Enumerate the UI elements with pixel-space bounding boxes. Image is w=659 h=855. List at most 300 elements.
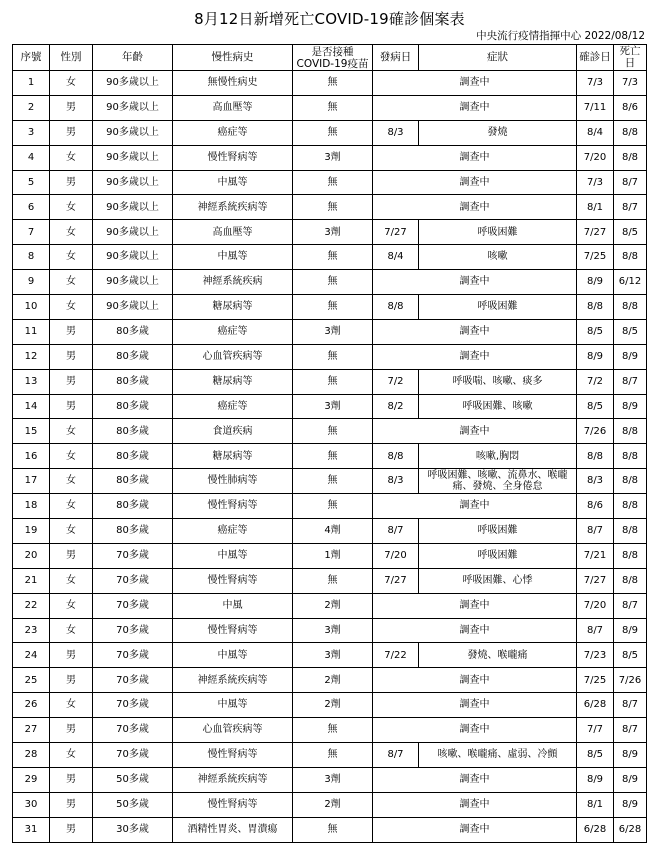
cell-confirm: 7/23: [577, 643, 614, 668]
cell-confirm: 7/21: [577, 543, 614, 568]
cell-vaccine: 無: [293, 743, 373, 768]
cell-death: 8/8: [614, 295, 647, 320]
table-row: [13, 270, 647, 295]
cell-death: 8/8: [614, 494, 647, 519]
cell-sex: 女: [50, 743, 93, 768]
cell-confirm: 7/3: [577, 170, 614, 195]
table-row: [13, 170, 647, 195]
cell-no: 31: [13, 817, 50, 842]
cell-death: 8/7: [614, 195, 647, 220]
cell-no: 8: [13, 245, 50, 270]
cell-sex: 女: [50, 295, 93, 320]
cell-history: 心血管疾病等: [173, 344, 293, 369]
cell-history: 癌症等: [173, 519, 293, 544]
cell-age: 90多歲以上: [93, 270, 173, 295]
cell-symptom: 調查中: [373, 792, 577, 817]
cell-age: 90多歲以上: [93, 245, 173, 270]
cell-symptom: 呼吸困難: [419, 220, 577, 245]
cell-symptom: 調查中: [373, 693, 577, 718]
cell-confirm: 8/4: [577, 120, 614, 145]
cell-vaccine: 無: [293, 469, 373, 494]
cell-symptom: 咳嗽、喉嚨痛、虛弱、冷顫: [419, 743, 577, 768]
cell-death: 8/5: [614, 220, 647, 245]
cell-symptom: 調查中: [373, 145, 577, 170]
cell-death: 8/8: [614, 120, 647, 145]
cell-history: 糖尿病等: [173, 295, 293, 320]
cell-symptom: 呼吸困難、咳嗽、流鼻水、喉嚨痛、發燒、全身倦怠: [419, 469, 577, 494]
cell-confirm: 8/8: [577, 295, 614, 320]
cell-no: 10: [13, 295, 50, 320]
cell-death: 8/9: [614, 792, 647, 817]
cell-no: 4: [13, 145, 50, 170]
cell-history: 酒精性胃炎、胃潰瘍: [173, 817, 293, 842]
cell-no: 2: [13, 95, 50, 120]
cell-sex: 女: [50, 444, 93, 469]
source-label: 中央流行疫情指揮中心 2022/08/12: [476, 30, 645, 42]
cell-vaccine: 無: [293, 568, 373, 593]
cell-sex: 女: [50, 494, 93, 519]
cell-no: 20: [13, 543, 50, 568]
cell-history: 無慢性病史: [173, 71, 293, 96]
cell-sex: 女: [50, 419, 93, 444]
cell-vaccine: 無: [293, 195, 373, 220]
cell-death: 8/7: [614, 369, 647, 394]
cell-death: 8/8: [614, 568, 647, 593]
header-symptom: 症狀: [419, 45, 577, 71]
cell-sex: 女: [50, 618, 93, 643]
cell-history: 高血壓等: [173, 220, 293, 245]
header-confirm: 確診日: [577, 45, 614, 71]
cell-symptom: 呼吸喘、咳嗽、痰多: [419, 369, 577, 394]
cell-history: 癌症等: [173, 319, 293, 344]
cell-onset: 7/22: [373, 643, 419, 668]
header-onset: 發病日: [373, 45, 419, 71]
cell-history: 中風等: [173, 170, 293, 195]
table-row: [13, 543, 647, 568]
cell-confirm: 8/3: [577, 469, 614, 494]
cell-confirm: 8/5: [577, 743, 614, 768]
cell-history: 神經系統疾病等: [173, 668, 293, 693]
header-age: 年齡: [93, 45, 173, 71]
cell-symptom: 調查中: [373, 494, 577, 519]
cell-history: 癌症等: [173, 394, 293, 419]
cell-sex: 女: [50, 195, 93, 220]
cell-age: 90多歲以上: [93, 295, 173, 320]
cell-death: 8/9: [614, 394, 647, 419]
table-row: [13, 419, 647, 444]
cell-sex: 男: [50, 643, 93, 668]
table-row: [13, 792, 647, 817]
cell-sex: 男: [50, 767, 93, 792]
header-history: 慢性病史: [173, 45, 293, 71]
cell-no: 17: [13, 469, 50, 494]
cell-sex: 男: [50, 120, 93, 145]
cell-death: 6/12: [614, 270, 647, 295]
cell-history: 慢性腎病等: [173, 792, 293, 817]
table-row: [13, 568, 647, 593]
cell-symptom: 呼吸困難、咳嗽: [419, 394, 577, 419]
cell-history: 糖尿病等: [173, 444, 293, 469]
cell-age: 80多歲: [93, 419, 173, 444]
cell-vaccine: 3劑: [293, 767, 373, 792]
cell-age: 80多歲: [93, 494, 173, 519]
cell-history: 糖尿病等: [173, 369, 293, 394]
cell-history: 慢性腎病等: [173, 494, 293, 519]
cell-onset: 7/2: [373, 369, 419, 394]
header-death: 死亡日: [614, 45, 647, 71]
cell-confirm: 8/7: [577, 519, 614, 544]
cell-sex: 男: [50, 543, 93, 568]
cell-confirm: 8/9: [577, 767, 614, 792]
cell-vaccine: 無: [293, 344, 373, 369]
cell-sex: 男: [50, 394, 93, 419]
cell-sex: 男: [50, 817, 93, 842]
cell-confirm: 8/8: [577, 444, 614, 469]
cell-no: 29: [13, 767, 50, 792]
cell-age: 70多歲: [93, 693, 173, 718]
cell-vaccine: 無: [293, 444, 373, 469]
cell-age: 70多歲: [93, 568, 173, 593]
cell-history: 癌症等: [173, 120, 293, 145]
cell-confirm: 7/20: [577, 145, 614, 170]
cell-no: 25: [13, 668, 50, 693]
cases-table: [12, 44, 647, 843]
cell-age: 70多歲: [93, 618, 173, 643]
cell-death: 8/5: [614, 643, 647, 668]
cell-confirm: 7/3: [577, 71, 614, 96]
cell-death: 8/6: [614, 95, 647, 120]
cell-symptom: 呼吸困難: [419, 295, 577, 320]
cell-onset: 7/27: [373, 568, 419, 593]
table-row: [13, 817, 647, 842]
cell-death: 7/3: [614, 71, 647, 96]
cell-history: 中風等: [173, 643, 293, 668]
cell-age: 80多歲: [93, 319, 173, 344]
cell-vaccine: 2劑: [293, 792, 373, 817]
table-row: [13, 71, 647, 96]
cell-history: 神經系統疾病等: [173, 195, 293, 220]
table-row: [13, 444, 647, 469]
cell-vaccine: 3劑: [293, 220, 373, 245]
cell-sex: 女: [50, 519, 93, 544]
cell-history: 中風: [173, 593, 293, 618]
cell-symptom: 調查中: [373, 319, 577, 344]
table-row: [13, 245, 647, 270]
cell-vaccine: 2劑: [293, 693, 373, 718]
cell-vaccine: 無: [293, 270, 373, 295]
cell-age: 30多歲: [93, 817, 173, 842]
cell-confirm: 7/25: [577, 245, 614, 270]
cell-vaccine: 無: [293, 95, 373, 120]
cell-onset: 8/3: [373, 469, 419, 494]
cell-sex: 女: [50, 693, 93, 718]
cell-death: 8/8: [614, 145, 647, 170]
cell-history: 中風等: [173, 693, 293, 718]
cell-vaccine: 無: [293, 170, 373, 195]
cell-no: 13: [13, 369, 50, 394]
cell-onset: 8/8: [373, 295, 419, 320]
cell-confirm: 8/6: [577, 494, 614, 519]
cell-confirm: 7/7: [577, 718, 614, 743]
cell-sex: 男: [50, 369, 93, 394]
cell-history: 慢性腎病等: [173, 618, 293, 643]
cell-confirm: 7/20: [577, 593, 614, 618]
cell-confirm: 7/26: [577, 419, 614, 444]
cell-confirm: 7/27: [577, 220, 614, 245]
table-row: [13, 145, 647, 170]
cell-symptom: 發燒、喉嚨痛: [419, 643, 577, 668]
cell-age: 80多歲: [93, 444, 173, 469]
table-row: [13, 469, 647, 494]
cell-death: 8/9: [614, 767, 647, 792]
cell-symptom: 咳嗽,胸悶: [419, 444, 577, 469]
cell-history: 中風等: [173, 543, 293, 568]
cell-symptom: 呼吸困難: [419, 519, 577, 544]
cell-death: 8/7: [614, 718, 647, 743]
cell-death: 8/9: [614, 618, 647, 643]
cell-symptom: 呼吸困難、心悸: [419, 568, 577, 593]
header-vaccine: 是否接種 COVID-19疫苗: [293, 45, 373, 71]
cell-confirm: 8/1: [577, 195, 614, 220]
cell-vaccine: 無: [293, 245, 373, 270]
cell-vaccine: 3劑: [293, 394, 373, 419]
cell-history: 食道疾病: [173, 419, 293, 444]
cell-age: 70多歲: [93, 718, 173, 743]
cell-death: 8/8: [614, 245, 647, 270]
cell-onset: 7/27: [373, 220, 419, 245]
cell-confirm: 7/27: [577, 568, 614, 593]
cell-symptom: 調查中: [373, 668, 577, 693]
cell-age: 70多歲: [93, 743, 173, 768]
cell-vaccine: 1劑: [293, 543, 373, 568]
cell-symptom: 調查中: [373, 767, 577, 792]
cell-confirm: 8/9: [577, 344, 614, 369]
cell-no: 7: [13, 220, 50, 245]
table-header-row: [13, 45, 647, 71]
cell-age: 90多歲以上: [93, 195, 173, 220]
cell-symptom: 調查中: [373, 170, 577, 195]
table-row: [13, 494, 647, 519]
cell-symptom: 發燒: [419, 120, 577, 145]
cell-sex: 女: [50, 220, 93, 245]
cell-death: 8/8: [614, 444, 647, 469]
cell-symptom: 調查中: [373, 419, 577, 444]
cell-vaccine: 4劑: [293, 519, 373, 544]
cell-no: 26: [13, 693, 50, 718]
cell-vaccine: 3劑: [293, 643, 373, 668]
cell-vaccine: 3劑: [293, 145, 373, 170]
cell-history: 高血壓等: [173, 95, 293, 120]
cell-no: 3: [13, 120, 50, 145]
cell-history: 慢性腎病等: [173, 568, 293, 593]
cell-confirm: 8/9: [577, 270, 614, 295]
cell-onset: 8/2: [373, 394, 419, 419]
cell-confirm: 7/11: [577, 95, 614, 120]
cell-no: 5: [13, 170, 50, 195]
cell-no: 15: [13, 419, 50, 444]
cell-sex: 男: [50, 792, 93, 817]
table-row: [13, 519, 647, 544]
cell-no: 19: [13, 519, 50, 544]
cell-symptom: 調查中: [373, 817, 577, 842]
cell-no: 27: [13, 718, 50, 743]
cell-vaccine: 2劑: [293, 668, 373, 693]
cell-death: 7/26: [614, 668, 647, 693]
table-row: [13, 220, 647, 245]
cell-no: 30: [13, 792, 50, 817]
table-row: [13, 618, 647, 643]
cell-no: 12: [13, 344, 50, 369]
cell-no: 6: [13, 195, 50, 220]
table-row: [13, 95, 647, 120]
table-row: [13, 344, 647, 369]
cell-history: 慢性腎病等: [173, 145, 293, 170]
table-row: [13, 767, 647, 792]
cell-vaccine: 無: [293, 120, 373, 145]
cell-sex: 女: [50, 568, 93, 593]
table-row: [13, 394, 647, 419]
table-row: [13, 195, 647, 220]
cell-confirm: 7/25: [577, 668, 614, 693]
cell-symptom: 咳嗽: [419, 245, 577, 270]
cell-death: 8/7: [614, 593, 647, 618]
cell-symptom: 調查中: [373, 344, 577, 369]
cell-symptom: 調查中: [373, 195, 577, 220]
cell-age: 70多歲: [93, 643, 173, 668]
table-row: [13, 295, 647, 320]
cell-confirm: 8/1: [577, 792, 614, 817]
cell-age: 90多歲以上: [93, 220, 173, 245]
cell-sex: 女: [50, 71, 93, 96]
cell-age: 80多歲: [93, 344, 173, 369]
table-row: [13, 693, 647, 718]
cell-sex: 男: [50, 668, 93, 693]
cell-sex: 女: [50, 270, 93, 295]
cell-age: 50多歲: [93, 767, 173, 792]
page-title: 8月12日新增死亡COVID-19確診個案表: [194, 10, 465, 28]
cell-symptom: 調查中: [373, 618, 577, 643]
cell-age: 80多歲: [93, 369, 173, 394]
header-no: 序號: [13, 45, 50, 71]
cell-sex: 男: [50, 718, 93, 743]
cell-onset: 8/4: [373, 245, 419, 270]
cell-no: 21: [13, 568, 50, 593]
cell-vaccine: 3劑: [293, 618, 373, 643]
cell-death: 8/5: [614, 319, 647, 344]
cell-age: 70多歲: [93, 593, 173, 618]
table-row: [13, 319, 647, 344]
cell-history: 神經系統疾病: [173, 270, 293, 295]
header-sex: 性別: [50, 45, 93, 71]
table-row: [13, 643, 647, 668]
cell-history: 慢性肺病等: [173, 469, 293, 494]
cell-onset: 8/3: [373, 120, 419, 145]
cell-age: 70多歲: [93, 543, 173, 568]
cell-age: 80多歲: [93, 469, 173, 494]
cell-history: 慢性腎病等: [173, 743, 293, 768]
cell-confirm: 6/28: [577, 693, 614, 718]
cell-death: 8/8: [614, 469, 647, 494]
table-row: [13, 743, 647, 768]
cell-age: 90多歲以上: [93, 170, 173, 195]
cell-symptom: 調查中: [373, 718, 577, 743]
cell-no: 16: [13, 444, 50, 469]
cell-death: 8/8: [614, 543, 647, 568]
cell-sex: 女: [50, 593, 93, 618]
cell-confirm: 7/2: [577, 369, 614, 394]
cell-vaccine: 無: [293, 71, 373, 96]
cell-death: 8/9: [614, 344, 647, 369]
cell-age: 80多歲: [93, 394, 173, 419]
cell-vaccine: 無: [293, 369, 373, 394]
cell-sex: 男: [50, 319, 93, 344]
table-row: [13, 718, 647, 743]
cell-vaccine: 無: [293, 817, 373, 842]
cell-age: 70多歲: [93, 668, 173, 693]
cell-no: 22: [13, 593, 50, 618]
cell-onset: 8/7: [373, 519, 419, 544]
cell-confirm: 8/5: [577, 319, 614, 344]
cell-sex: 女: [50, 145, 93, 170]
cell-sex: 女: [50, 469, 93, 494]
table-row: [13, 120, 647, 145]
cell-death: 8/8: [614, 519, 647, 544]
cell-death: 8/8: [614, 419, 647, 444]
cell-onset: 8/7: [373, 743, 419, 768]
cell-death: 8/7: [614, 170, 647, 195]
cell-age: 50多歲: [93, 792, 173, 817]
cell-symptom: 調查中: [373, 270, 577, 295]
cell-sex: 男: [50, 344, 93, 369]
cell-age: 80多歲: [93, 519, 173, 544]
cell-vaccine: 2劑: [293, 593, 373, 618]
cell-no: 14: [13, 394, 50, 419]
cell-no: 1: [13, 71, 50, 96]
cell-vaccine: 無: [293, 494, 373, 519]
cell-symptom: 調查中: [373, 593, 577, 618]
cell-symptom: 調查中: [373, 71, 577, 96]
cell-sex: 女: [50, 245, 93, 270]
cell-confirm: 8/5: [577, 394, 614, 419]
cell-history: 中風等: [173, 245, 293, 270]
cell-age: 90多歲以上: [93, 120, 173, 145]
cell-no: 9: [13, 270, 50, 295]
cell-no: 11: [13, 319, 50, 344]
cell-onset: 8/8: [373, 444, 419, 469]
cell-death: 8/9: [614, 743, 647, 768]
cell-symptom: 調查中: [373, 95, 577, 120]
cell-vaccine: 無: [293, 718, 373, 743]
cell-death: 8/7: [614, 693, 647, 718]
cell-history: 心血管疾病等: [173, 718, 293, 743]
table-row: [13, 593, 647, 618]
cell-vaccine: 無: [293, 419, 373, 444]
cell-confirm: 6/28: [577, 817, 614, 842]
cell-death: 6/28: [614, 817, 647, 842]
cell-confirm: 8/7: [577, 618, 614, 643]
cell-vaccine: 3劑: [293, 319, 373, 344]
cell-no: 23: [13, 618, 50, 643]
cell-symptom: 呼吸困難: [419, 543, 577, 568]
cell-sex: 男: [50, 95, 93, 120]
cell-age: 90多歲以上: [93, 71, 173, 96]
table-row: [13, 369, 647, 394]
cell-onset: 7/20: [373, 543, 419, 568]
cell-no: 18: [13, 494, 50, 519]
cell-sex: 男: [50, 170, 93, 195]
cell-age: 90多歲以上: [93, 145, 173, 170]
cell-age: 90多歲以上: [93, 95, 173, 120]
